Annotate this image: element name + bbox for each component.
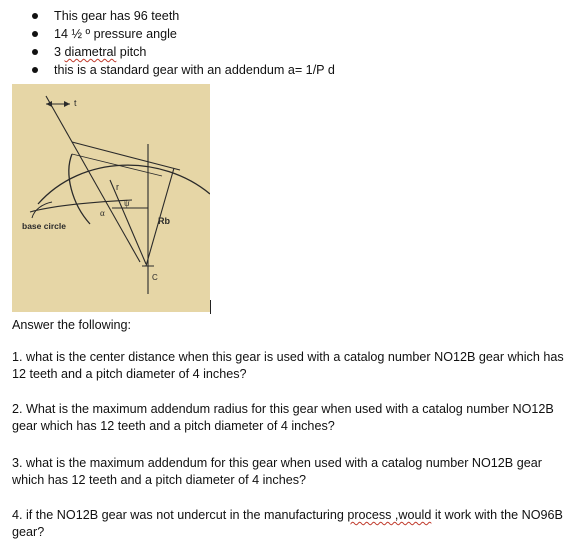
label-psi: ψ: [124, 198, 130, 208]
label-alpha: α: [100, 208, 105, 218]
label-rb: Rb: [158, 216, 170, 226]
question-4: 4. if the NO12B gear was not undercut in the manufacturing process ,would it work with the NO96B gear?: [12, 508, 563, 539]
bullet-teeth: This gear has 96 teeth: [30, 7, 335, 25]
radial-line-r: [110, 180, 146, 264]
tangent-line: [46, 96, 140, 262]
answer-heading: Answer the following:: [12, 318, 132, 332]
spellcheck-underline: diametral: [64, 45, 117, 59]
label-c: C: [152, 273, 158, 282]
involute-diagram-svg: [12, 84, 210, 312]
base-circle-arc: [30, 200, 132, 212]
label-t: t: [74, 98, 77, 108]
question-1: 1. what is the center distance when this gear is used with a catalog number NO12B gear which has 12 teeth and a pitch diameter of 4 inches?: [12, 350, 564, 381]
gear-diagram: [12, 84, 210, 312]
bullet-addendum: this is a standard gear with an addendum a= 1/P d: [30, 61, 335, 79]
spellcheck-underline: process ,would: [347, 508, 432, 522]
involute-curve: [69, 154, 90, 224]
bullet-pressure-angle: 14 ½ º pressure angle: [30, 25, 335, 43]
question-2: 2. What is the maximum addendum radius for this gear when used with a catalog number NO12B gear which has 12 teeth and a pitch diameter of 4 inches?: [12, 402, 554, 433]
question-3: 3. what is the maximum addendum for this gear when used with a catalog number NO12B gear which has 12 teeth and a pitch diameter of 4 inches?: [12, 456, 542, 487]
label-r: r: [116, 182, 119, 192]
text-cursor: [210, 300, 211, 314]
given-data-list: [30, 7, 335, 79]
label-base-circle: base circle: [22, 221, 66, 231]
bullet-diametral-pitch: 3 diametral pitch: [30, 43, 335, 61]
